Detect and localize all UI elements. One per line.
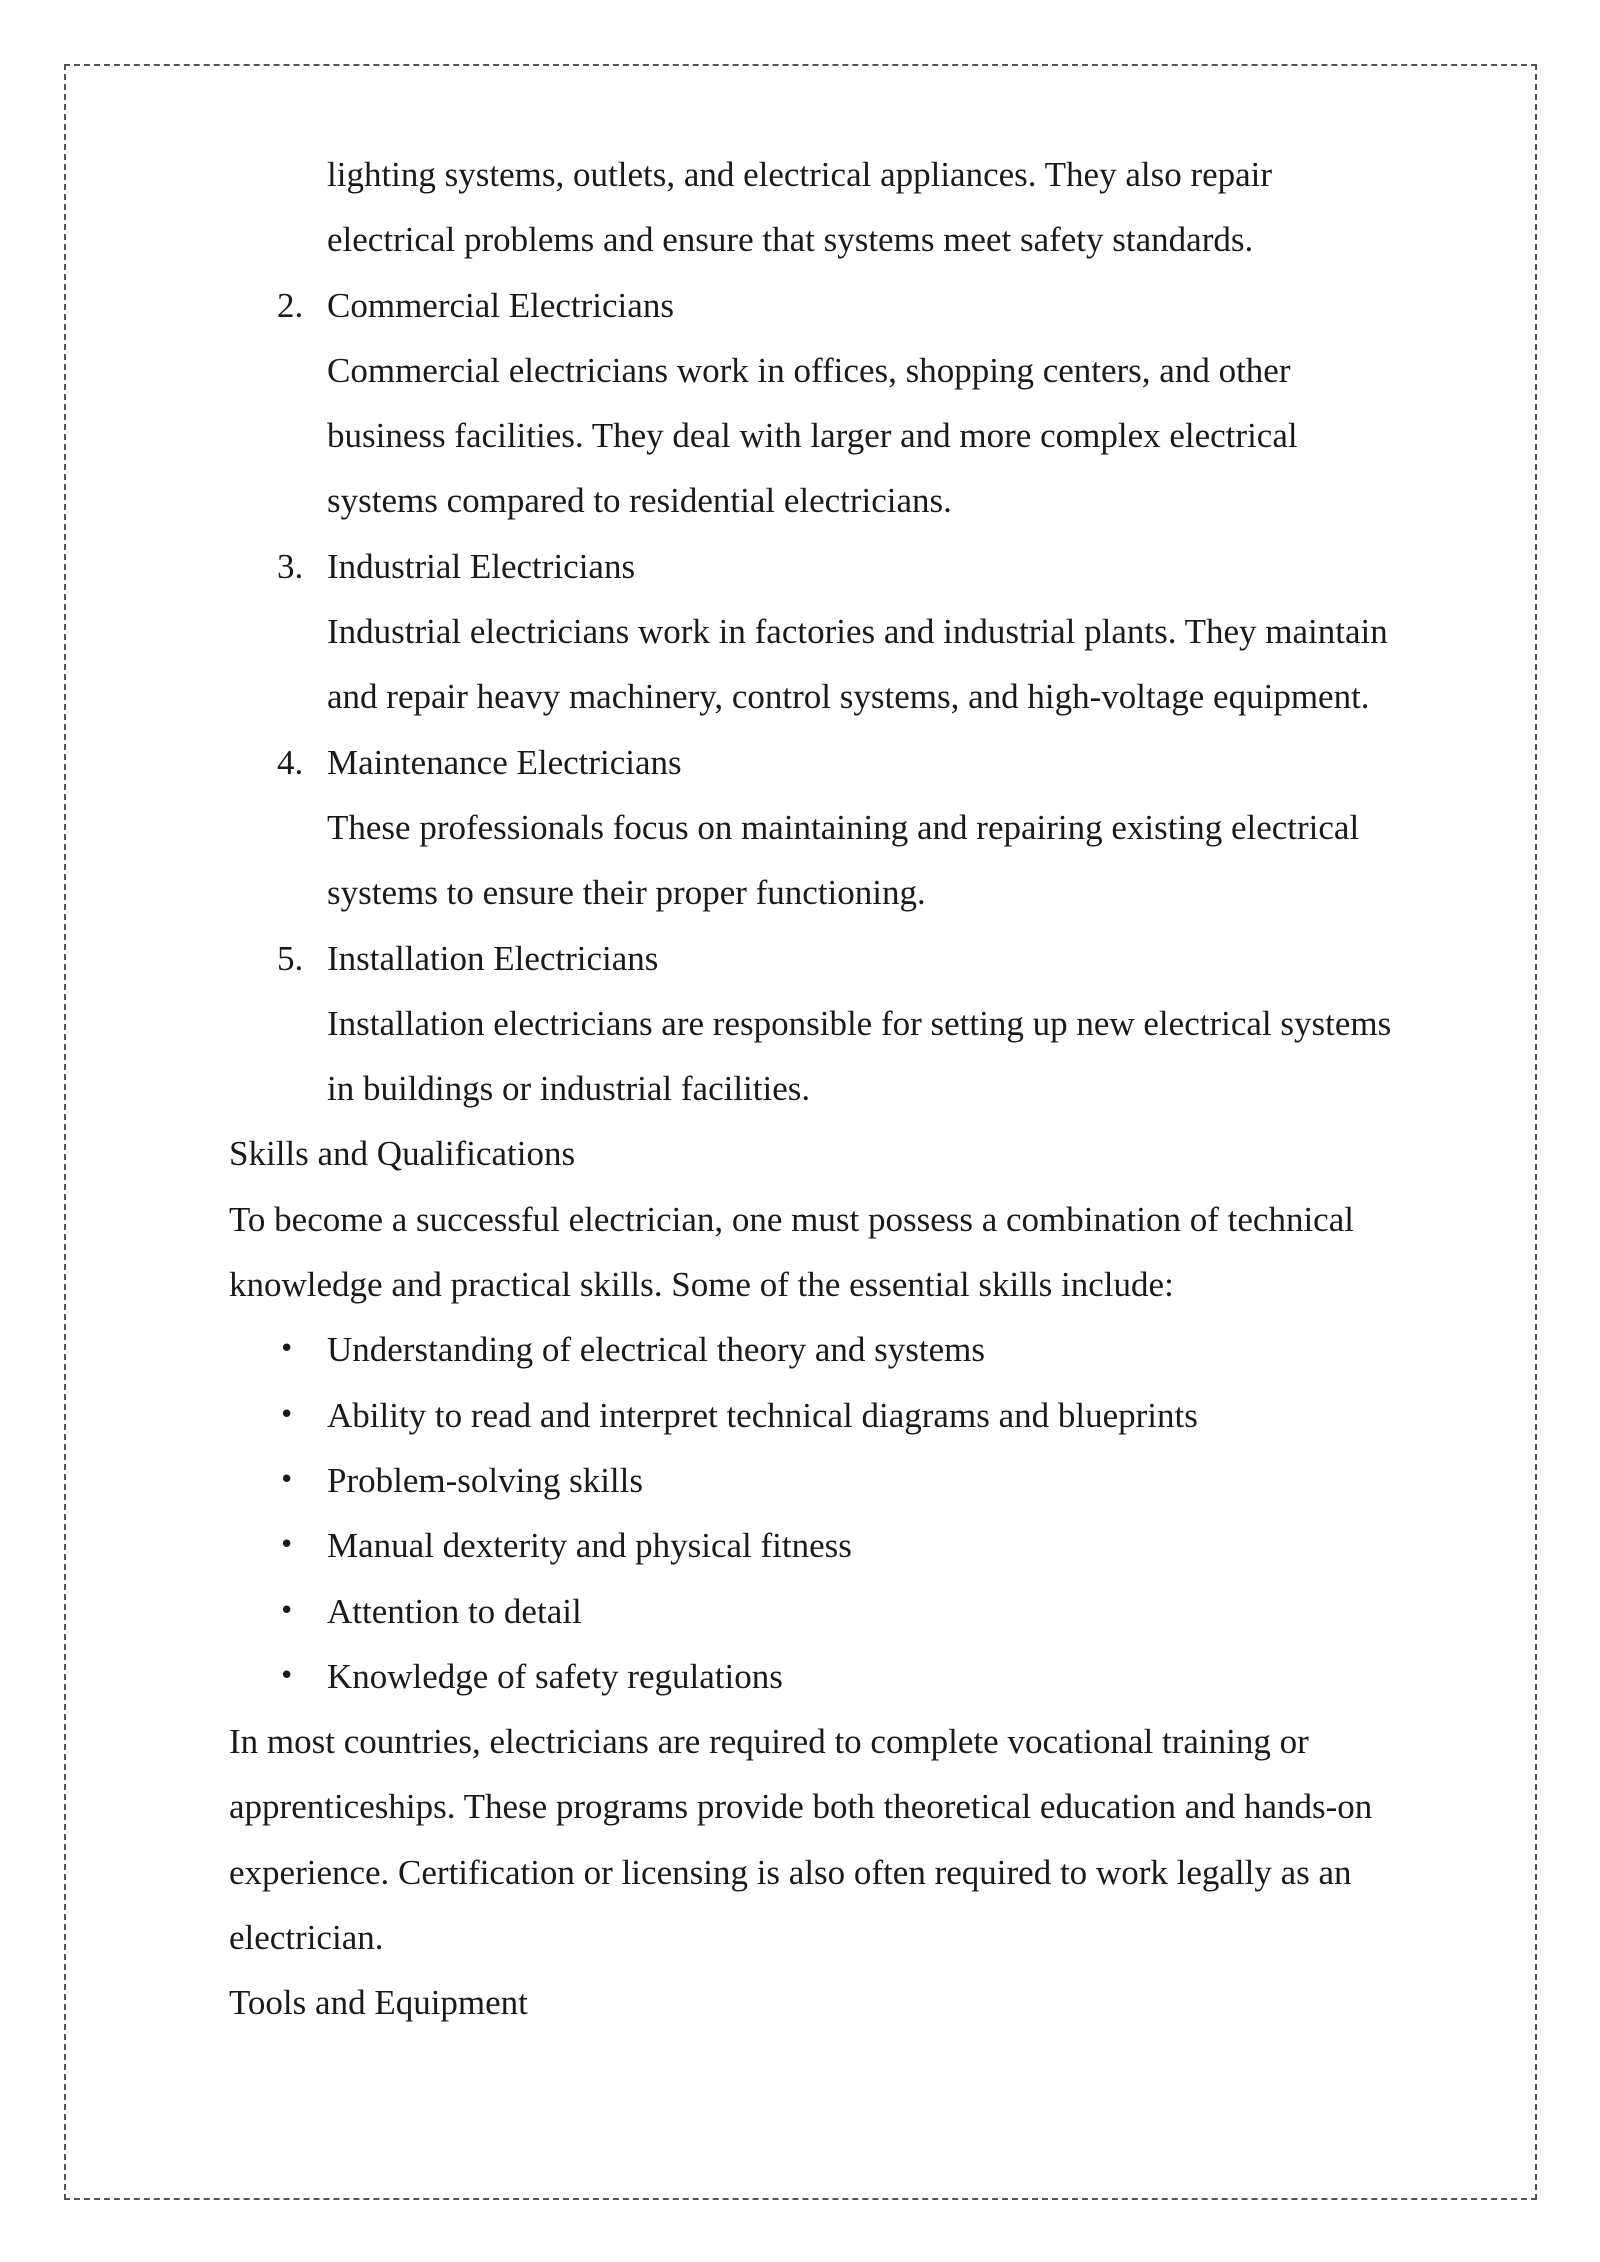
paragraph-line: knowledge and practical skills. Some of the essential skills include: [229,1265,1174,1305]
list-item-description: Commercial electricians work in offices, shopping centers, and other [327,350,1291,390]
bullet-item-text: Ability to read and interpret technical diagrams and blueprints [327,1395,1198,1435]
section-heading-tools: Tools and Equipment [229,1983,528,2023]
list-item-title: Maintenance Electricians [327,742,682,782]
bullet-list-item [229,1448,1489,1513]
bullet-icon: • [279,1660,295,1691]
paragraph-line: In most countries, electricians are required to complete vocational training or [229,1722,1309,1762]
bullet-list-item [229,1383,1489,1448]
bullet-item-text: Knowledge of safety regulations [327,1656,783,1696]
list-item-description: Industrial electricians work in factories and industrial plants. They maintain [327,612,1388,652]
list-item-title: Industrial Electricians [327,546,636,586]
list-number: 4. [277,742,304,782]
continuation-line: electrical problems and ensure that systems meet safety standards. [327,220,1254,260]
bullet-icon: • [279,1399,295,1430]
bullet-item-text: Problem-solving skills [327,1460,643,1500]
list-item-title: Commercial Electricians [327,285,674,325]
paragraph-line: experience. Certification or licensing is also often required to work legally as an [229,1852,1352,1892]
bullet-icon: • [279,1530,295,1561]
numbered-list-item [229,926,1489,991]
list-item-description: These professionals focus on maintaining and repairing existing electrical [327,807,1360,847]
paragraph-line: To become a successful electrician, one must possess a combination of technical [229,1199,1354,1239]
list-item-title: Installation Electricians [327,938,659,978]
document-body [229,142,1489,2036]
bullet-icon: • [279,1595,295,1626]
list-item-description: in buildings or industrial facilities. [327,1069,811,1109]
list-number: 5. [277,938,304,978]
bullet-list-item [229,1513,1489,1578]
bullet-item-text: Understanding of electrical theory and systems [327,1330,985,1370]
paragraph-line: electrician. [229,1918,384,1958]
bullet-item-text: Manual dexterity and physical fitness [327,1526,852,1566]
list-item-description: systems compared to residential electricians. [327,481,952,521]
list-item-description: Installation electricians are responsible for setting up new electrical systems [327,1003,1392,1043]
paragraph-line: apprenticeships. These programs provide both theoretical education and hands-on [229,1787,1373,1827]
list-item-description: business facilities. They deal with larger and more complex electrical [327,416,1298,456]
list-number: 2. [277,285,304,325]
bullet-item-text: Attention to detail [327,1591,582,1631]
numbered-list-item [229,273,1489,338]
list-item-description: and repair heavy machinery, control systems, and high-voltage equipment. [327,677,1370,717]
bullet-icon: • [279,1334,295,1365]
numbered-list-item [229,534,1489,599]
bullet-list-item [229,1317,1489,1382]
bullet-icon: • [279,1464,295,1495]
bullet-list-item [229,1579,1489,1644]
continuation-line: lighting systems, outlets, and electrical appliances. They also repair [327,155,1273,194]
list-number: 3. [277,546,304,586]
section-heading-skills: Skills and Qualifications [229,1134,576,1174]
numbered-list-item [229,730,1489,795]
list-item-description: systems to ensure their proper functioning. [327,873,926,913]
bullet-list-item [229,1644,1489,1709]
